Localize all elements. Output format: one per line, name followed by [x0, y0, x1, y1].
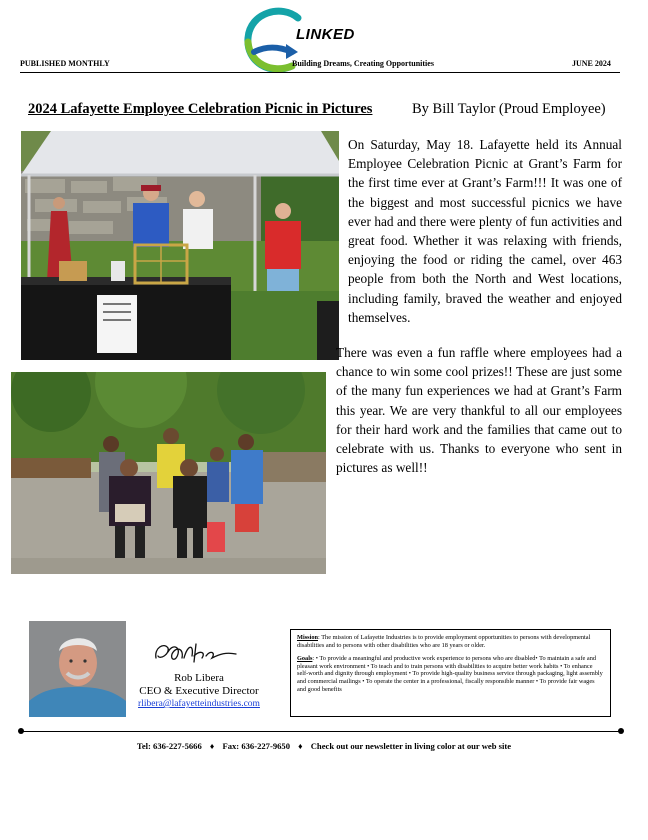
telephone-number: Tel: 636-227-5666: [136, 741, 202, 751]
contact-line: [0, 741, 648, 751]
article-paragraph-1: On Saturday, May 18. Lafayette held its Annual Employee Celebration Picnic at Grant’s Farm for the first time ever at Grant’s Farm!!! It was one of the biggest and most successful picnics we have ever had and there were plenty of fun activities and great food. Whether it was relaxing with friends, enjoying the food or riding the camel, over 463 people from both the North and West locations, including family, braved the weather and enjoyed themselves.: [348, 137, 622, 325]
issue-date: JUNE 2024: [572, 59, 611, 68]
fax-number: Fax: 636-227-9650: [222, 741, 291, 751]
ceo-email-link[interactable]: rlibera@lafayetteindustries.com: [138, 699, 260, 709]
article-byline: By Bill Taylor (Proud Employee): [412, 101, 606, 117]
mission-statement: [297, 634, 604, 649]
publication-frequency: PUBLISHED MONTHLY: [20, 59, 110, 68]
mission-text: : The mission of Lafayette Industries is to provide employment opportunities to persons with developmental disabilities and to persons with other disabilities who are 18 years or older.: [297, 634, 591, 649]
logo-wordmark: LINKED: [296, 26, 355, 43]
header-divider: [20, 72, 620, 73]
mission-label: Mission: [297, 634, 318, 641]
ceo-title: CEO & Executive Director: [139, 685, 259, 697]
raffle-table-photo: [21, 131, 339, 360]
diamond-separator-icon: ♦: [209, 741, 215, 751]
website-note: Check out our newsletter in living color at our web site: [310, 741, 512, 751]
employee-group-photo: [11, 372, 326, 574]
ceo-name: Rob Libera: [174, 672, 224, 684]
goals-text: : • To provide a meaningful and productive work experience to persons who are disabled• To maintain a safe and pleasant work environment • To teach and to train persons with disabilities to acquire better work habits • To enhance self-worth and dignity through employment • To provide high-quality business service through packaging, light assembly and commercial mailings • To operate the center in a professional, fiscally responsible manner • To provide fair wages and good benefits: [297, 655, 603, 693]
diamond-separator-icon: ♦: [298, 741, 303, 751]
goals-statement: [297, 655, 604, 693]
tagline: Building Dreams, Creating Opportunities: [292, 59, 434, 68]
footer-divider: [22, 731, 620, 732]
article-paragraph-2: There was even a fun raffle where employees had a chance to win some cool prizes!! These are just some of the many fun experiences we had at Grant’s Farm this year. We are very thankful to all our employees for their hard work and the families that came out to celebrate with us. Thanks to everyone who sent in pictures as well!!: [336, 345, 622, 476]
rule-end-dot: [618, 728, 624, 734]
goals-label: Goals: [297, 655, 313, 663]
article-title: 2024 Lafayette Employee Celebration Picnic in Pictures: [28, 101, 373, 117]
ceo-signature-icon: [150, 638, 242, 668]
mission-goals-box: [290, 629, 611, 717]
ceo-portrait: [29, 621, 126, 717]
